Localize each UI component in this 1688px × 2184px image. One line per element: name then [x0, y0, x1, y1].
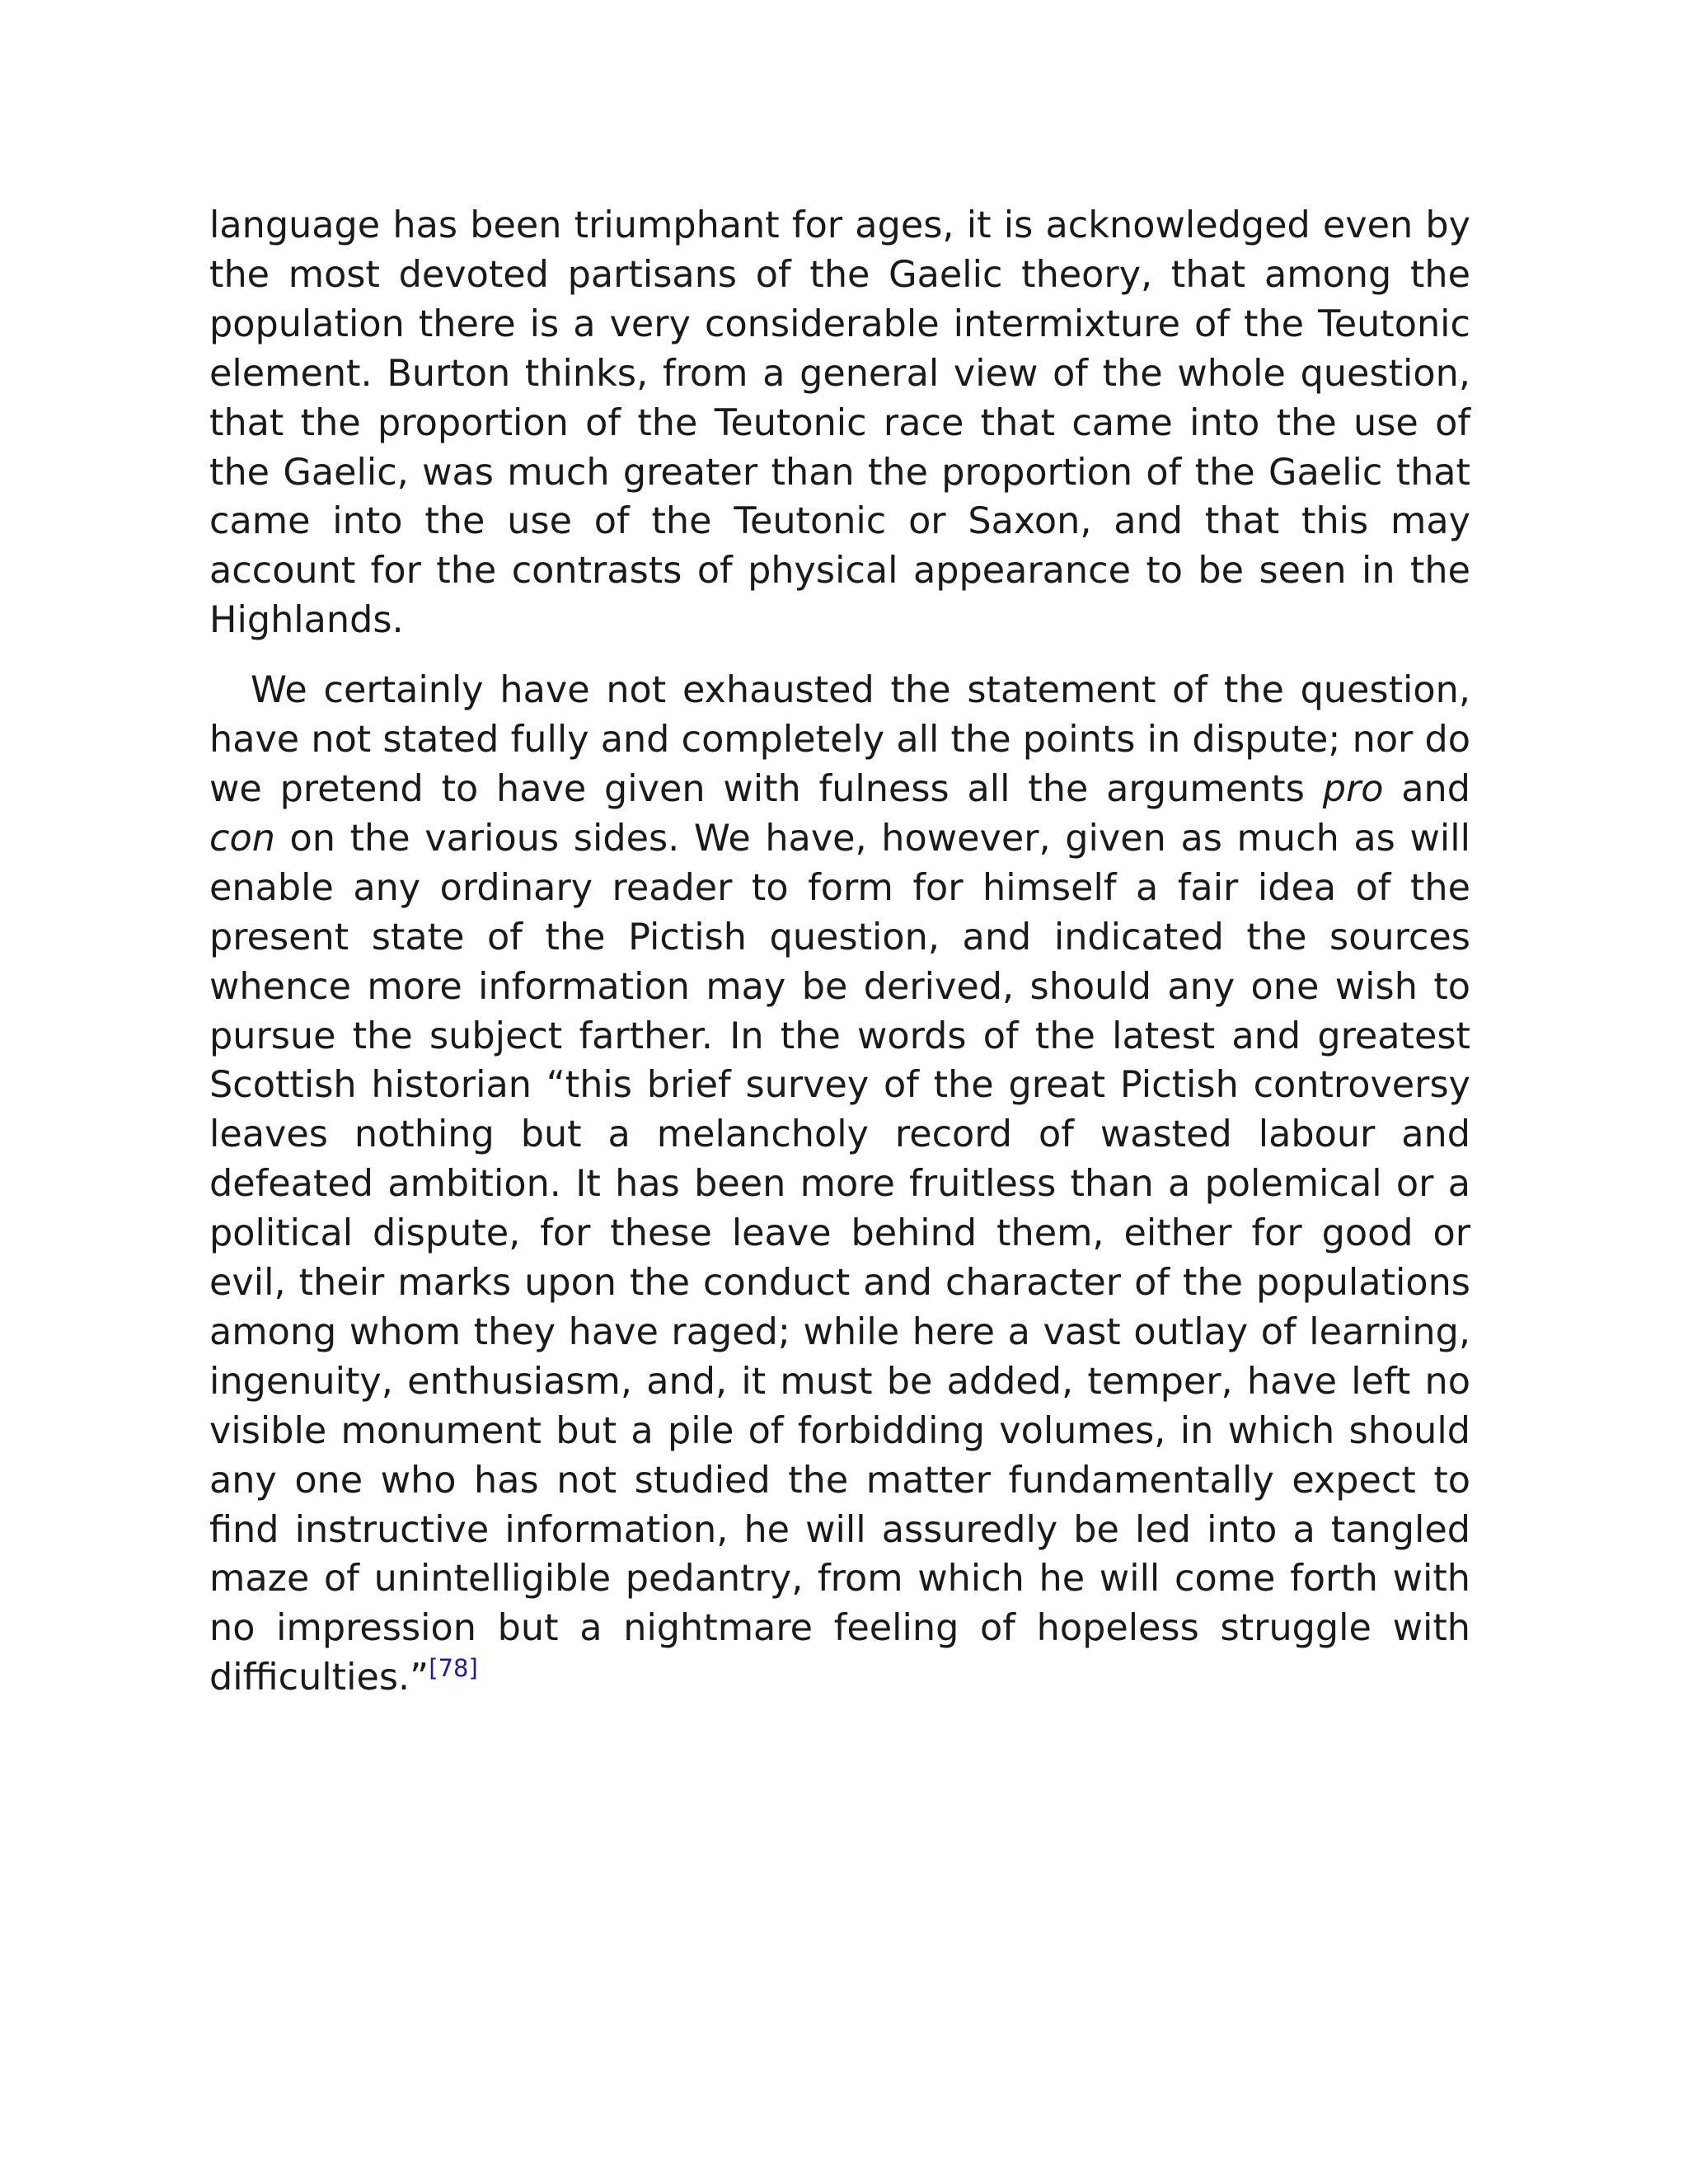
- italic-pro: pro: [1322, 767, 1384, 810]
- paragraph-2-text-c: on the various sides. We have, however, given as much as will enable any ordinary reader to form for himself a fair idea of the present state of the Pictish question, and indicated the sources whence more information may be derived, should any one wish to pursue the subject farther. In the words of the latest and greatest Scottish historian “this brief survey of the great Pictish controversy leaves nothing but a melancholy record of wasted labour and defeated ambition. It has been more fruitless than a polemical or a political dispute, for these leave behind them, either for good or evil, their marks upon the conduct and character of the populations among whom they have raged; while here a vast outlay of learning, ingenuity, enthusiasm, and, it must be added, temper, have left no visible monument but a pile of forbidding volumes, in which should any one who has not studied the matter fundamentally expect to find instructive information, he will assuredly be led into a tangled maze of unintelligible pedantry, from which he will come forth with no impression but a nightmare feeling of hopeless struggle with difficulties.”: [209, 817, 1470, 1699]
- document-page: [209, 201, 1470, 1703]
- italic-con: con: [209, 817, 275, 860]
- paragraph-1-text: language has been triumphant for ages, it is acknowledged even by the most devoted partisans of the Gaelic theory, that among the population there is a very considerable intermixture of the Teutonic element. Burton thinks, from a general view of the whole question, that the proportion of the Teutonic race that came into the use of the Gaelic, was much greater than the proportion of the Gaelic that came into the use of the Teutonic or Saxon, and that this may account for the contrasts of physical appearance to be seen in the Highlands.: [209, 204, 1470, 642]
- paragraph-2: [209, 666, 1470, 1703]
- footnote-link-78[interactable]: [78]: [429, 1654, 478, 1683]
- paragraph-2-text-b: and: [1383, 767, 1470, 810]
- paragraph-1: [209, 201, 1470, 645]
- paragraph-2-text-a: We certainly have not exhausted the statement of the question, have not stated fully and completely all the points in dispute; nor do we pretend to have given with fulness all the arguments: [209, 669, 1470, 810]
